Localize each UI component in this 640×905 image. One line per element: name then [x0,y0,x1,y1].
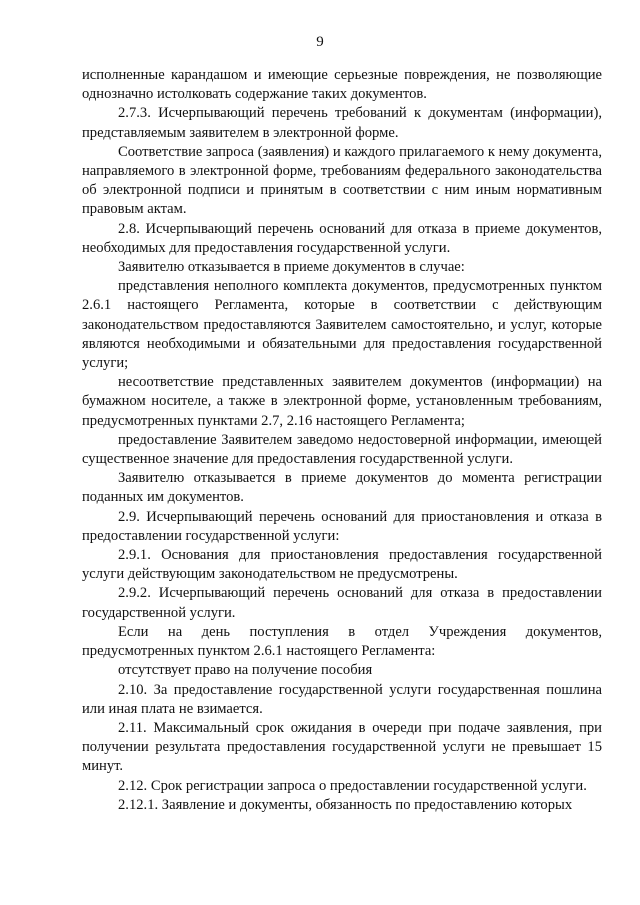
paragraph-2-9-2: 2.9.2. Исчерпывающий перечень оснований для отказа в предоставлении государственной услуги. [82,585,602,621]
paragraph-2-11: 2.11. Максимальный срок ожидания в очереди при подаче заявления, при получении результата предоставления государственной услуги не превышает 15 минут. [82,719,602,775]
paragraph-nonconformity: несоответствие представленных заявителем документов (информации) на бумажном носителе, а также в электронной форме, установленным требованиям, предусмотренных пунктами 2.7, 2.16 настоящего Регламента; [82,374,602,429]
paragraph-2-9-1: 2.9.1. Основания для приостановления предоставления государственной услуги действующим законодательством не предусмотрены. [82,547,602,583]
paragraph-continuation: исполненные карандашом и имеющие серьезные повреждения, не позволяющие однозначно истолковать содержание таких документов. [82,67,602,103]
paragraph-incomplete-set: представления неполного комплекта документов, предусмотренных пунктом 2.6.1 настоящего Регламента, которые в соответствии с действующим законодательством предоставляются Заявителем самостоятельно, и услуг, которые являются необходимыми и обязательными для предоставления государственной услуги; [82,278,602,372]
paragraph-refusal-before-registration: Заявителю отказывается в приеме документов до момента регистрации поданных им документов. [82,470,602,506]
page-number: 9 [316,34,324,50]
paragraph-false-information: предоставление Заявителем заведомо недостоверной информации, имеющей существенное значение для предоставления государственной услуги. [82,431,602,468]
paragraph-2-12: 2.12. Срок регистрации запроса о предоставлении государственной услуги. [118,777,587,794]
document-body [82,66,602,815]
paragraph-refusal-intro: Заявителю отказывается в приеме документов в случае: [118,259,465,276]
paragraph-2-8: 2.8. Исчерпывающий перечень оснований для отказа в приеме документов, необходимых для предоставления государственной услуги. [82,220,602,256]
paragraph-2-10: 2.10. За предоставление государственной услуги государственная пошлина или иная плата не взимается. [82,681,602,717]
paragraph-conformity: Соответствие запроса (заявления) и каждого прилагаемого к нему документа, направляемого в электронной форме, требованиям федерального законодательства об электронной подписи и принятым в соответствии с ним иным нормативным правовым актам. [82,143,602,218]
paragraph-2-12-1: 2.12.1. Заявление и документы, обязанность по предоставлению которых [118,796,573,813]
paragraph-if-on-day: Если на день поступления в отдел Учреждения документов, предусмотренных пунктом 2.6.1 настоящего Регламента: [82,623,602,660]
paragraph-no-right: отсутствует право на получение пособия [118,662,373,679]
paragraph-2-7-3: 2.7.3. Исчерпывающий перечень требований к документам (информации), представляемым заявителем в электронной форме. [82,105,602,141]
paragraph-2-9: 2.9. Исчерпывающий перечень оснований для приостановления и отказа в предоставлении государственной услуги: [82,508,602,544]
